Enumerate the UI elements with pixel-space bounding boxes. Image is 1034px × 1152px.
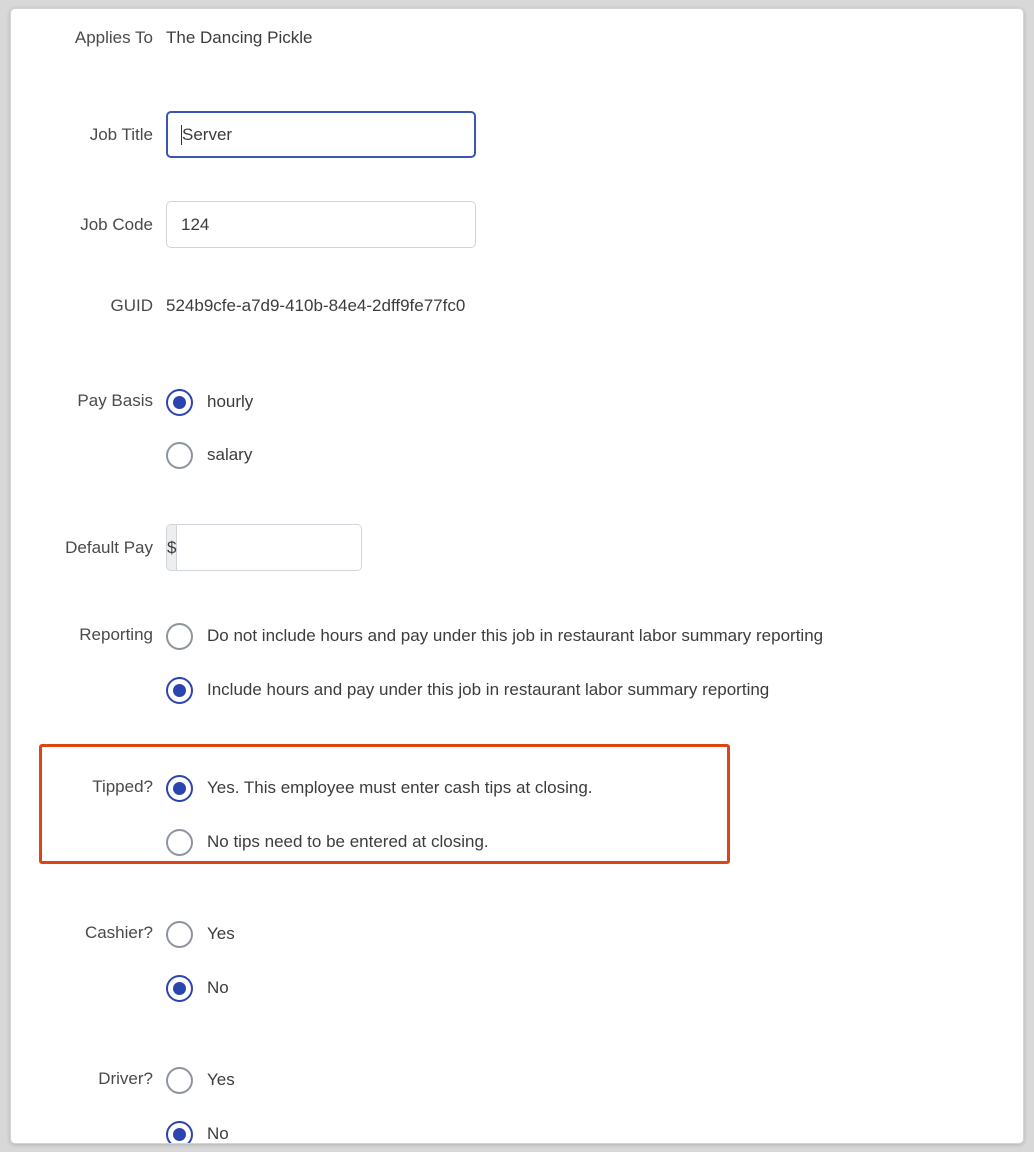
radio-icon-cashier-yes[interactable] bbox=[166, 921, 193, 948]
label-cashier: Cashier? bbox=[84, 923, 153, 942]
field-row-driver bbox=[11, 1061, 1023, 1144]
field-row-job-code bbox=[11, 201, 1023, 248]
label-applies-to: Applies To bbox=[74, 28, 153, 47]
pay-basis-label-hourly: hourly bbox=[207, 392, 254, 411]
pay-basis-option-hourly[interactable] bbox=[166, 383, 1023, 421]
cashier-option-no[interactable] bbox=[166, 969, 1023, 1007]
reporting-label-exclude: Do not include hours and pay under this job in restaurant labor summary reporting bbox=[207, 626, 824, 645]
job-settings-card bbox=[10, 8, 1024, 1144]
radio-icon-reporting-include[interactable] bbox=[166, 677, 193, 704]
default-pay-input-group bbox=[166, 524, 362, 571]
field-row-default-pay bbox=[11, 524, 1023, 571]
radio-icon-hourly[interactable] bbox=[166, 389, 193, 416]
reporting-label-include: Include hours and pay under this job in restaurant labor summary reporting bbox=[207, 680, 770, 699]
field-row-pay-basis bbox=[11, 383, 1023, 476]
cashier-label-no: No bbox=[207, 978, 229, 997]
field-row-cashier bbox=[11, 915, 1023, 1009]
field-row-guid bbox=[11, 295, 1023, 317]
radio-icon-salary[interactable] bbox=[166, 442, 193, 469]
radio-group-driver bbox=[166, 1061, 1023, 1144]
driver-option-yes[interactable] bbox=[166, 1061, 1023, 1099]
value-applies-to: The Dancing Pickle bbox=[166, 28, 313, 47]
job-settings-form bbox=[11, 27, 1023, 1144]
currency-symbol: $ bbox=[167, 525, 177, 570]
field-row-job-title bbox=[11, 111, 1023, 158]
input-wrap-job-code bbox=[166, 201, 1023, 248]
radio-icon-driver-no[interactable] bbox=[166, 1121, 193, 1145]
radio-group-cashier bbox=[166, 915, 1023, 1009]
driver-label-no: No bbox=[207, 1124, 229, 1143]
default-pay-input[interactable] bbox=[177, 525, 362, 570]
text-caret bbox=[181, 125, 182, 145]
value-wrap-applies-to bbox=[166, 27, 1023, 49]
label-pay-basis: Pay Basis bbox=[77, 391, 153, 410]
job-code-input[interactable] bbox=[166, 201, 476, 248]
label-job-title: Job Title bbox=[89, 124, 153, 144]
radio-icon-reporting-exclude[interactable] bbox=[166, 623, 193, 650]
pay-basis-option-salary[interactable] bbox=[166, 436, 1023, 474]
input-wrap-job-title bbox=[166, 111, 1023, 158]
tipped-highlight-box bbox=[39, 744, 730, 864]
field-row-reporting bbox=[11, 617, 1023, 711]
radio-group-reporting bbox=[166, 617, 1023, 711]
cashier-label-yes: Yes bbox=[207, 924, 235, 943]
driver-label-yes: Yes bbox=[207, 1070, 235, 1089]
radio-icon-driver-yes[interactable] bbox=[166, 1067, 193, 1094]
value-wrap-guid bbox=[166, 295, 1023, 317]
radio-group-pay-basis bbox=[166, 383, 1023, 476]
job-title-input[interactable] bbox=[166, 111, 476, 158]
label-default-pay: Default Pay bbox=[65, 537, 153, 557]
driver-option-no[interactable] bbox=[166, 1115, 1023, 1144]
tipped-label-no: No tips need to be entered at closing. bbox=[207, 832, 489, 851]
label-job-code: Job Code bbox=[80, 214, 153, 234]
input-wrap-default-pay bbox=[166, 524, 1023, 571]
radio-icon-cashier-no[interactable] bbox=[166, 975, 193, 1002]
label-tipped: Tipped? bbox=[92, 777, 153, 796]
label-driver: Driver? bbox=[98, 1069, 153, 1088]
value-guid: 524b9cfe-a7d9-410b-84e4-2dff9fe77fc0 bbox=[166, 296, 466, 315]
field-row-applies-to bbox=[11, 27, 1023, 49]
label-guid: GUID bbox=[110, 296, 153, 315]
label-reporting: Reporting bbox=[79, 625, 153, 644]
tipped-label-yes: Yes. This employee must enter cash tips at closing. bbox=[207, 778, 593, 797]
pay-basis-label-salary: salary bbox=[207, 445, 253, 464]
reporting-option-exclude[interactable] bbox=[166, 617, 1023, 655]
cashier-option-yes[interactable] bbox=[166, 915, 1023, 953]
reporting-option-include[interactable] bbox=[166, 671, 1023, 709]
